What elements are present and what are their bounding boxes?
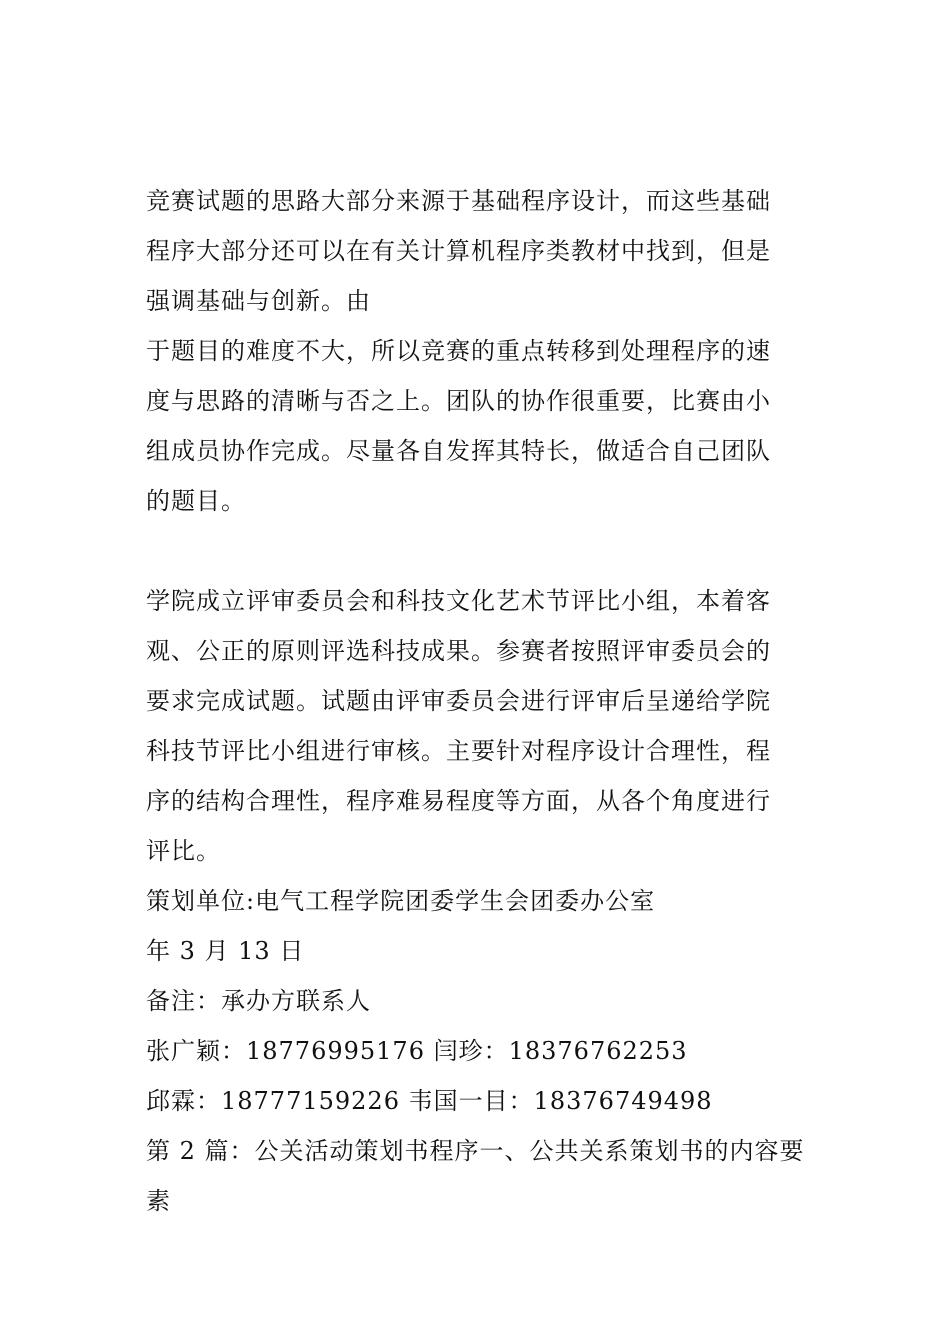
note-line: 备注：承办方联系人 bbox=[146, 987, 371, 1015]
paragraph-judging bbox=[146, 576, 806, 876]
text-line: 学院成立评审委员会和科技文化艺术节评比小组，本着客 bbox=[146, 587, 771, 615]
text-line: 程序大部分还可以在有关计算机程序类教材中找到，但是 bbox=[146, 237, 771, 265]
text-line: 评比。 bbox=[146, 837, 221, 865]
next-section-title-continued: 素 bbox=[146, 1187, 171, 1215]
text-line: 度与思路的清晰与否之上。团队的协作很重要，比赛由小 bbox=[146, 387, 771, 415]
next-section-title: 第 2 篇：公关活动策划书程序一、公共关系策划书的内容要 bbox=[146, 1137, 805, 1165]
contact-line: 张广颖：18776995176 闫珍：18376762253 bbox=[146, 1037, 688, 1065]
text-line: 序的结构合理性，程序难易程度等方面，从各个角度进行 bbox=[146, 787, 771, 815]
text-line: 要求完成试题。试题由评审委员会进行评审后呈递给学院 bbox=[146, 687, 771, 715]
organizer-line: 策划单位:电气工程学院团委学生会团委办公室 bbox=[146, 887, 656, 915]
paragraph-competition-ideas bbox=[146, 176, 806, 326]
text-line: 于题目的难度不大，所以竞赛的重点转移到处理程序的速 bbox=[146, 337, 771, 365]
text-line: 观、公正的原则评选科技成果。参赛者按照评审委员会的 bbox=[146, 637, 771, 665]
text-line: 竞赛试题的思路大部分来源于基础程序设计，而这些基础 bbox=[146, 187, 771, 215]
text-line: 科技节评比小组进行审核。主要针对程序设计合理性，程 bbox=[146, 737, 771, 765]
text-line: 的题目。 bbox=[146, 487, 246, 515]
text-line: 强调基础与创新。由 bbox=[146, 287, 371, 315]
paragraph-competition-focus bbox=[146, 326, 806, 526]
contact-line: 邱霖：18777159226 韦国一目：18376749498 bbox=[146, 1087, 713, 1115]
organizer-info bbox=[146, 876, 806, 1226]
date-line: 年 3 月 13 日 bbox=[146, 937, 305, 965]
text-line: 组成员协作完成。尽量各自发挥其特长，做适合自己团队 bbox=[146, 437, 771, 465]
